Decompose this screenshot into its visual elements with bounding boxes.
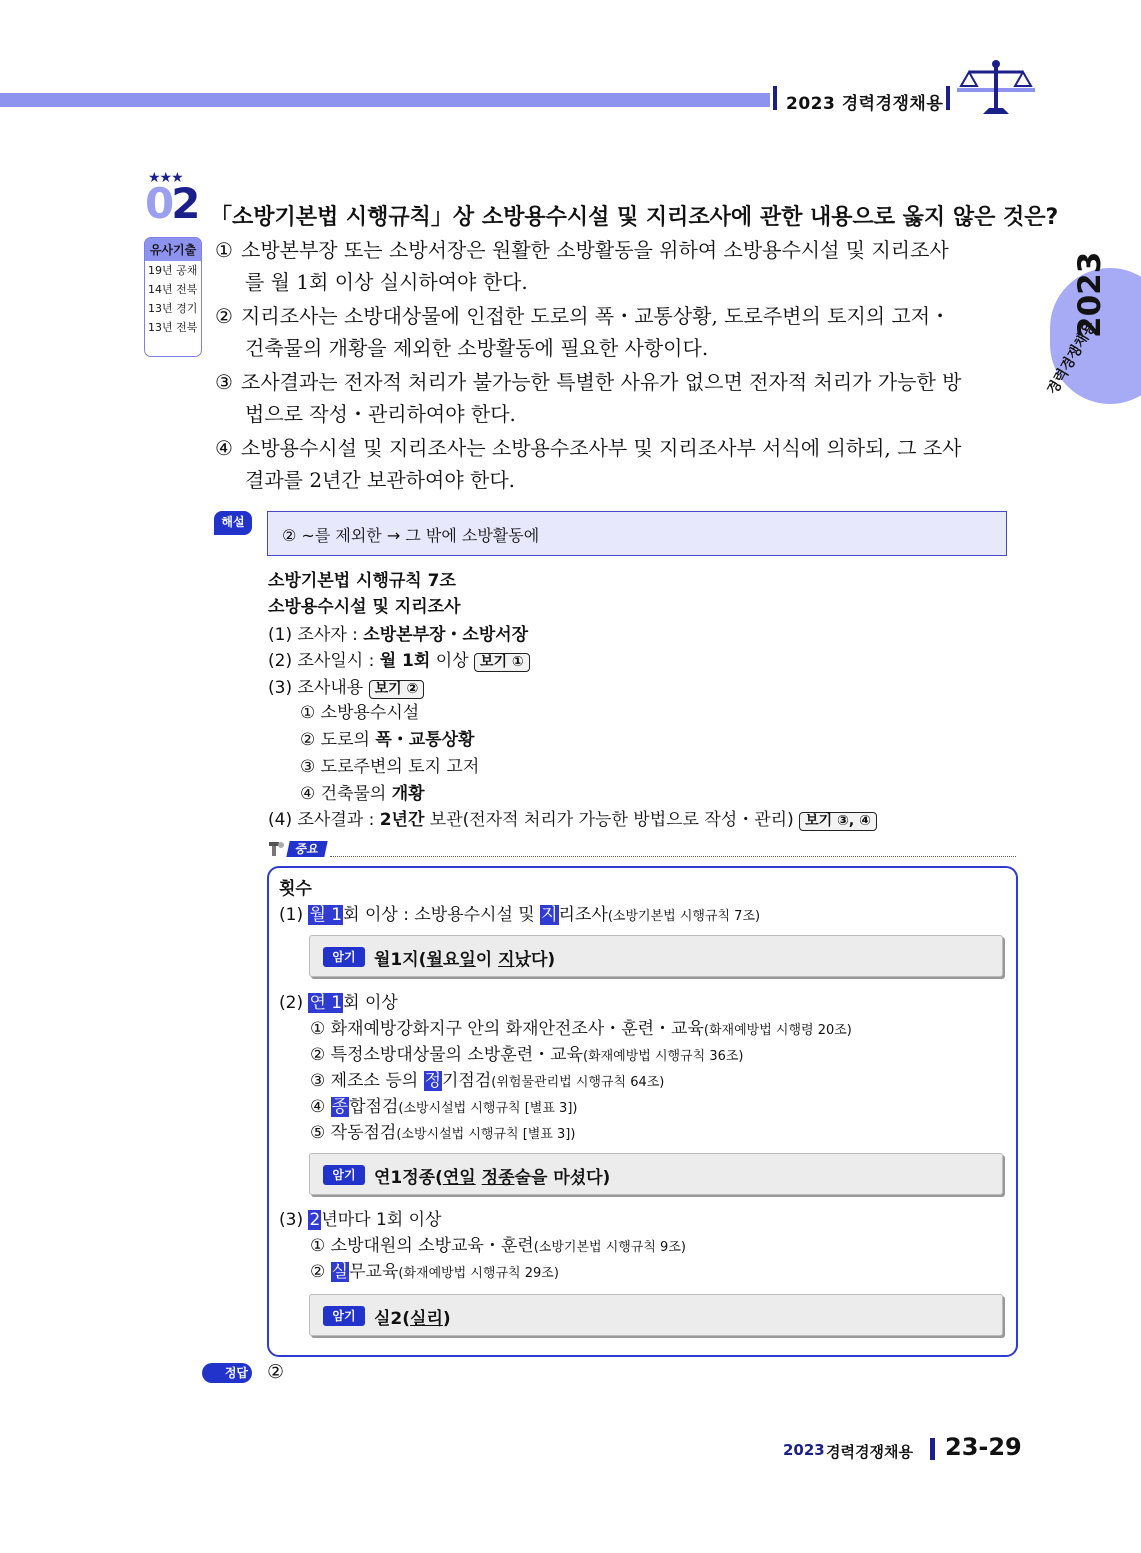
list-item xyxy=(310,1259,559,1287)
text: (3) xyxy=(279,1210,309,1230)
important-title: 횟수 xyxy=(279,879,312,899)
source-citation: (화재예방법 시행규칙 36조) xyxy=(582,1049,744,1064)
header-band xyxy=(0,93,770,107)
underlined: 연일 xyxy=(442,1168,476,1188)
highlight: 연 1 xyxy=(309,993,343,1013)
underlined: 일 xyxy=(459,950,476,970)
text: (2) xyxy=(279,993,309,1013)
source-citation: (소방시설법 시행규칙 [별표 3]) xyxy=(396,1127,576,1142)
text: 회 이상 xyxy=(343,993,398,1013)
header-rule-right xyxy=(946,86,950,110)
source-citation: (소방기본법 시행규칙 7조) xyxy=(607,909,761,924)
text-bold: 개황 xyxy=(391,784,425,804)
highlight: 실 xyxy=(331,1262,349,1282)
frequency-group-2 xyxy=(279,990,398,1016)
explanation-tag: 해설 xyxy=(214,511,252,535)
memory-tag: 암기 xyxy=(323,1165,365,1185)
option-reference: 보기 ② xyxy=(369,680,425,699)
option-line: 소방본부장 또는 소방서장은 원활한 소방활동을 위하여 소방용수시설 및 지리조사 xyxy=(241,238,949,262)
law-subitem-2 xyxy=(300,727,474,753)
similar-exam-item: 14년 전북 xyxy=(148,283,198,296)
option-4 xyxy=(215,432,961,496)
page-number: 23-29 xyxy=(945,1433,1022,1461)
text: (3) 조사내용 xyxy=(268,678,369,698)
side-tab-subtitle: 경력경쟁채용 xyxy=(1044,319,1100,398)
text: (2) 조사일시 : xyxy=(268,651,380,671)
option-line: 조사결과는 전자적 처리가 불가능한 특별한 사유가 없으면 전자적 처리가 가능한 방 xyxy=(241,370,962,394)
highlight: 2 xyxy=(309,1210,321,1230)
text: ⑤ 작동점검 xyxy=(310,1123,397,1143)
law-item-3 xyxy=(268,675,424,701)
list-item xyxy=(310,1094,577,1122)
option-3 xyxy=(215,366,961,430)
source-citation: (소방시설법 시행규칙 [별표 3]) xyxy=(398,1101,578,1116)
frequency-group-1 xyxy=(279,902,760,930)
text-bold: 월 1회 xyxy=(379,651,431,671)
option-line: 결과를 2년간 보관하여야 한다. xyxy=(245,468,515,492)
similar-exams-box xyxy=(144,237,202,357)
memory-tip-1 xyxy=(309,935,1003,977)
highlight: 정 xyxy=(424,1071,441,1091)
source-citation: (위험물관리법 시행규칙 64조) xyxy=(491,1075,665,1090)
text: ④ xyxy=(310,1097,331,1117)
memory-text xyxy=(374,1163,610,1188)
highlight: 월 1 xyxy=(309,905,343,925)
memory-text xyxy=(374,1304,451,1329)
source-citation: (소방기본법 시행규칙 9조) xyxy=(533,1240,686,1255)
memory-tip-3 xyxy=(309,1294,1003,1336)
highlight: 종 xyxy=(331,1097,349,1117)
law-subitem-1: ① 소방용수시설 xyxy=(300,703,420,723)
option-mark: ① xyxy=(215,238,233,262)
option-mark: ② xyxy=(215,304,233,328)
law-item-1 xyxy=(268,622,528,648)
answer-label: 정답 xyxy=(202,1363,252,1383)
difficulty-stars: ★★★ xyxy=(148,170,183,186)
pin-icon xyxy=(267,840,287,858)
text: (1) 조사자 : xyxy=(268,625,364,645)
option-mark: ④ xyxy=(215,436,233,460)
question-number xyxy=(145,179,198,228)
footer-rule xyxy=(930,1438,935,1460)
text: 실2( xyxy=(374,1309,411,1329)
text: 술을 마셨다) xyxy=(514,1168,611,1188)
memory-tip-2 xyxy=(309,1153,1003,1195)
text-bold: 폭・교통상황 xyxy=(375,730,475,750)
similar-exam-item: 13년 경기 xyxy=(148,302,198,315)
source-citation: (화재예방법 시행령 20조) xyxy=(703,1023,852,1038)
text: 무교육 xyxy=(349,1262,399,1282)
text-bold: 소방본부장・소방서장 xyxy=(363,625,529,645)
option-reference: 보기 ③, ④ xyxy=(799,812,877,831)
underlined: 정종 xyxy=(481,1168,515,1188)
law-subtitle: 소방용수시설 및 지리조사 xyxy=(268,597,461,617)
question-text: 「소방기본법 시행규칙」상 소방용수시설 및 지리조사에 관한 내용으로 옳지 않은 것은? xyxy=(210,205,1059,230)
option-line: 건축물의 개황을 제외한 소방활동에 필요한 사항이다. xyxy=(245,336,709,360)
underlined: 지 xyxy=(498,950,515,970)
law-subitem-3: ③ 도로주변의 토지 고저 xyxy=(300,757,480,777)
source-citation: (화재예방법 시행규칙 29조) xyxy=(398,1266,559,1281)
text: 년마다 1회 이상 xyxy=(321,1210,442,1230)
list-item xyxy=(310,1042,744,1070)
list-item xyxy=(310,1016,852,1044)
option-1 xyxy=(215,234,949,298)
important-divider xyxy=(330,856,1016,857)
option-line: 지리조사는 소방대상물에 인접한 도로의 폭・교통상황, 도로주변의 토지의 고저・ xyxy=(241,304,951,328)
option-line: 법으로 작성・관리하여야 한다. xyxy=(245,402,516,426)
important-label: 중요 xyxy=(286,841,327,857)
text: 회 이상 : 소방용수시설 및 xyxy=(343,905,541,925)
text: 났다) xyxy=(514,950,556,970)
question-number-zero: 0 xyxy=(145,179,172,228)
list-item xyxy=(310,1120,575,1148)
text: 이 xyxy=(475,950,499,970)
text: 보관(전자적 처리가 가능한 방법으로 작성・관리) xyxy=(424,810,800,830)
text-bold: 2년간 xyxy=(379,810,425,830)
underlined: 실리 xyxy=(410,1309,443,1329)
text: ② 도로의 xyxy=(300,730,376,750)
text: ② xyxy=(310,1262,331,1282)
text: 이상 xyxy=(430,651,474,671)
text: 기점검 xyxy=(442,1071,492,1091)
header-rule-left xyxy=(773,86,777,110)
header-title: 2023 경력경쟁채용 xyxy=(786,94,944,114)
text: (1) xyxy=(279,905,309,925)
footer-title: 경력경쟁채용 xyxy=(826,1443,913,1461)
underlined: 월 xyxy=(426,950,443,970)
law-subitem-4 xyxy=(300,781,425,807)
memory-text xyxy=(374,945,555,970)
text: (4) 조사결과 : xyxy=(268,810,380,830)
side-tab-year: 2023 xyxy=(1072,251,1108,338)
footer-year: 2023 xyxy=(783,1441,825,1459)
law-title: 소방기본법 시행규칙 7조 xyxy=(268,571,456,591)
option-line: 소방용수시설 및 지리조사는 소방용수조사부 및 지리조사부 서식에 의하되, 그 조사 xyxy=(241,436,962,460)
list-item xyxy=(310,1233,686,1261)
text: ) xyxy=(442,1309,451,1329)
text: ① 화재예방강화지구 안의 화재안전조사・훈련・교육 xyxy=(310,1019,704,1039)
law-item-2 xyxy=(268,648,530,674)
similar-exam-item: 13년 전북 xyxy=(148,321,198,334)
law-item-4 xyxy=(268,807,877,833)
memory-tag: 암기 xyxy=(323,947,365,967)
text: ① 소방대원의 소방교육・훈련 xyxy=(310,1236,534,1256)
similar-exam-item: 19년 공채 xyxy=(148,264,198,277)
similar-exams-label: 유사기출 xyxy=(145,238,201,261)
frequency-group-3 xyxy=(279,1207,441,1233)
text: 합점검 xyxy=(349,1097,399,1117)
text: 월1지( xyxy=(374,950,427,970)
justice-scale-icon xyxy=(957,58,1035,118)
text: 요 xyxy=(442,950,460,970)
list-item xyxy=(310,1068,664,1096)
memory-tag: 암기 xyxy=(323,1306,365,1326)
highlight: 지 xyxy=(541,905,558,925)
text: ② 특정소방대상물의 소방훈련・교육 xyxy=(310,1045,583,1065)
text: ④ 건축물의 xyxy=(300,784,392,804)
answer-value: ② xyxy=(267,1361,285,1383)
question-number-digit: 2 xyxy=(171,179,198,228)
option-reference: 보기 ① xyxy=(474,653,530,672)
option-mark: ③ xyxy=(215,370,233,394)
text: 리조사 xyxy=(558,905,608,925)
explanation-box-text: ② ~를 제외한 → 그 밖에 소방활동에 xyxy=(282,526,540,545)
option-2 xyxy=(215,300,950,364)
text: ③ 제조소 등의 xyxy=(310,1071,424,1091)
option-line: 를 월 1회 이상 실시하여야 한다. xyxy=(245,270,528,294)
text: 연1정종( xyxy=(374,1168,443,1188)
